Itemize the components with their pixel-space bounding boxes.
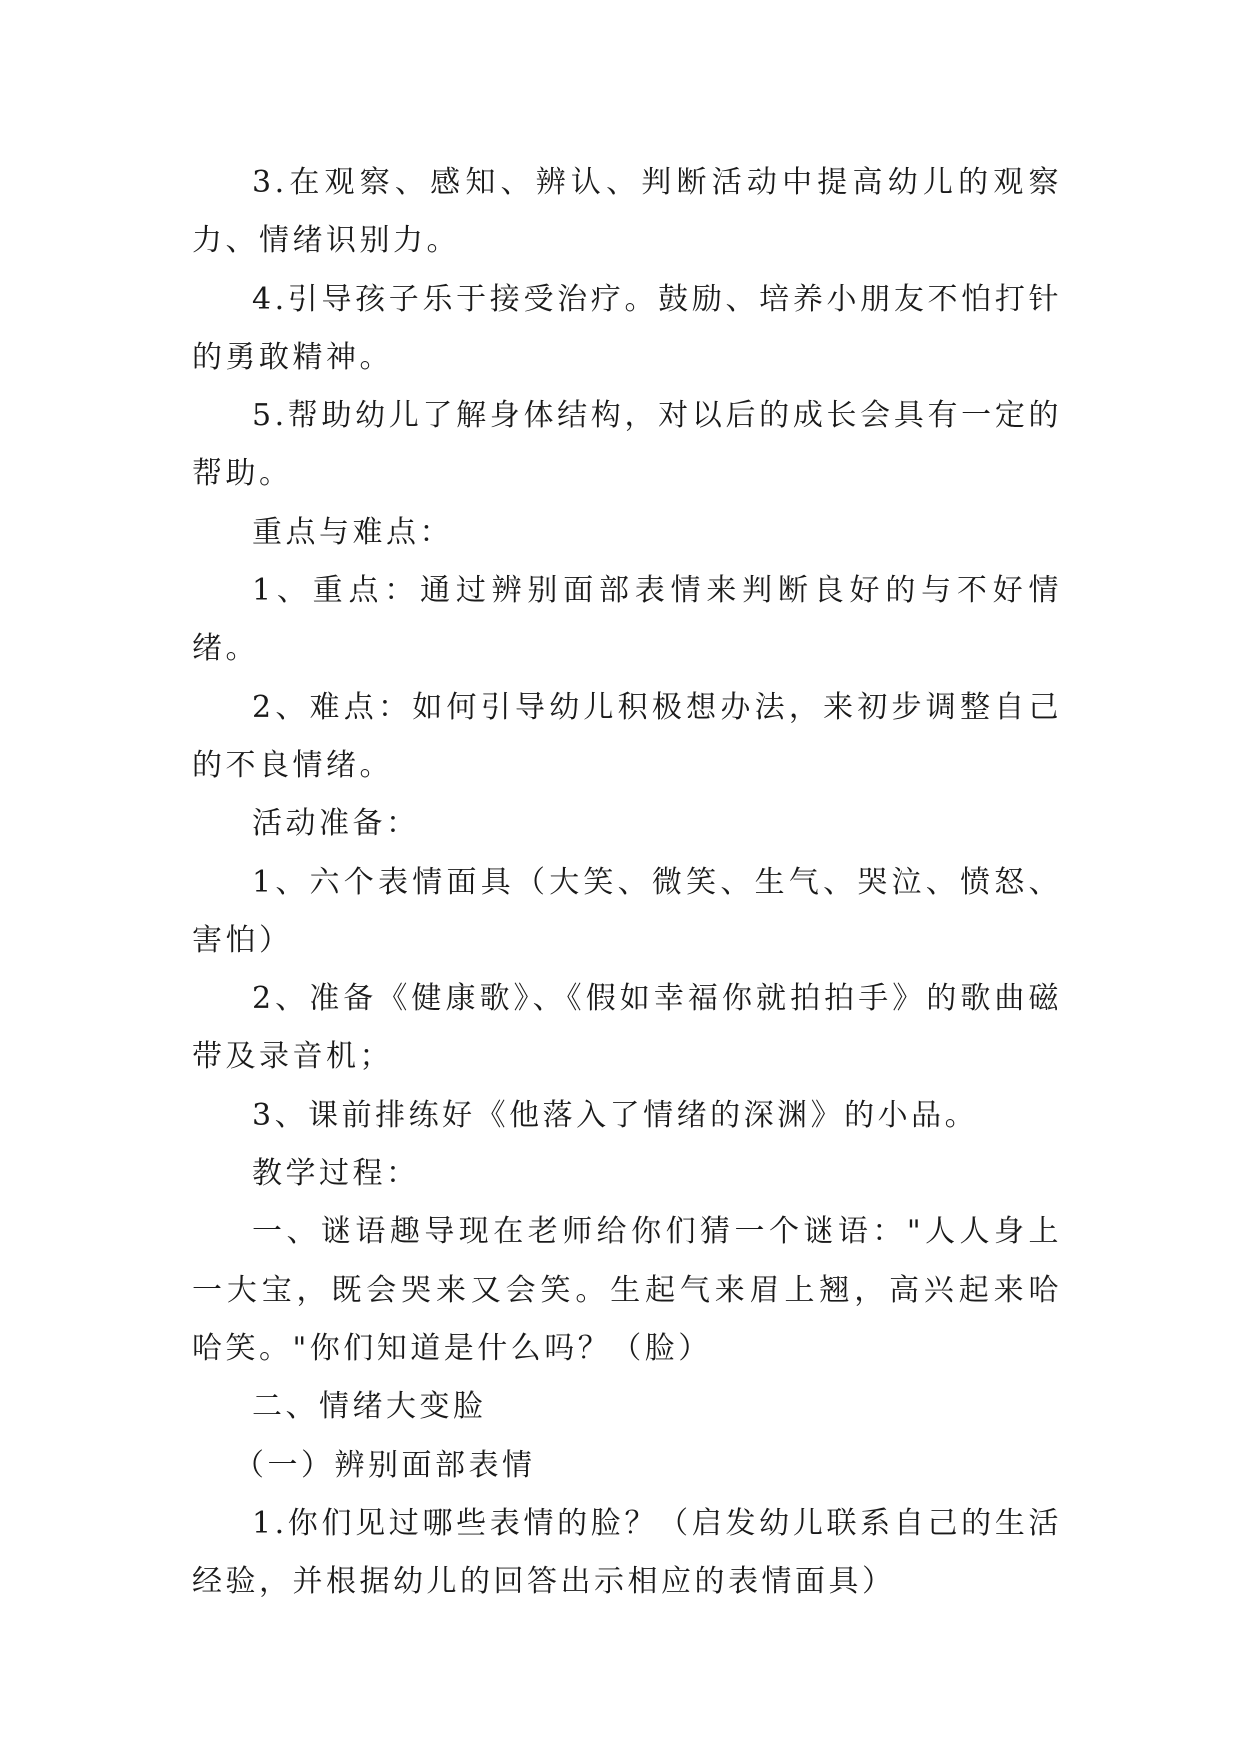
heading-preparation: 活动准备： bbox=[252, 806, 420, 842]
paragraph-goal-5: 5.帮助幼儿了解身体结构，对以后的成长会具有一定的帮助。 bbox=[192, 398, 1062, 492]
document-body bbox=[192, 154, 1062, 1611]
paragraph-key-point-2: 2、难点：如何引导幼儿积极想办法，来初步调整自己的不良情绪。 bbox=[192, 689, 1062, 783]
paragraph-key-point-1: 1、重点：通过辨别面部表情来判断良好的与不好情绪。 bbox=[192, 573, 1062, 667]
heading-teaching-process: 教学过程： bbox=[252, 1156, 420, 1192]
paragraph-goal-3: 3.在观察、感知、辨认、判断活动中提高幼儿的观察力、情绪识别力。 bbox=[192, 165, 1062, 259]
paragraph-goal-4: 4.引导孩子乐于接受治疗。鼓励、培养小朋友不怕打针的勇敢精神。 bbox=[192, 281, 1062, 375]
paragraph-preparation-2: 2、准备《健康歌》、《假如幸福你就拍拍手》的歌曲磁带及录音机； bbox=[192, 981, 1062, 1075]
paragraph-question-1: 1.你们见过哪些表情的脸？（启发幼儿联系自己的生活经验，并根据幼儿的回答出示相应的表情面具） bbox=[192, 1505, 1062, 1600]
paragraph-riddle: 一、谜语趣导现在老师给你们猜一个谜语："人人身上一大宝，既会哭来又会笑。生起气来眉上翘，高兴起来哈哈笑。"你们知道是什么吗？（脸） bbox=[192, 1214, 1062, 1366]
paragraph-preparation-3: 3、课前排练好《他落入了情绪的深渊》的小品。 bbox=[252, 1097, 979, 1133]
subheading-identify-expressions: （一）辨别面部表情 bbox=[234, 1447, 536, 1483]
paragraph-preparation-1: 1、六个表情面具（大笑、微笑、生气、哭泣、愤怒、害怕） bbox=[192, 864, 1062, 958]
heading-emotion-change: 二、情绪大变脸 bbox=[252, 1389, 487, 1425]
heading-key-points: 重点与难点： bbox=[252, 514, 453, 550]
